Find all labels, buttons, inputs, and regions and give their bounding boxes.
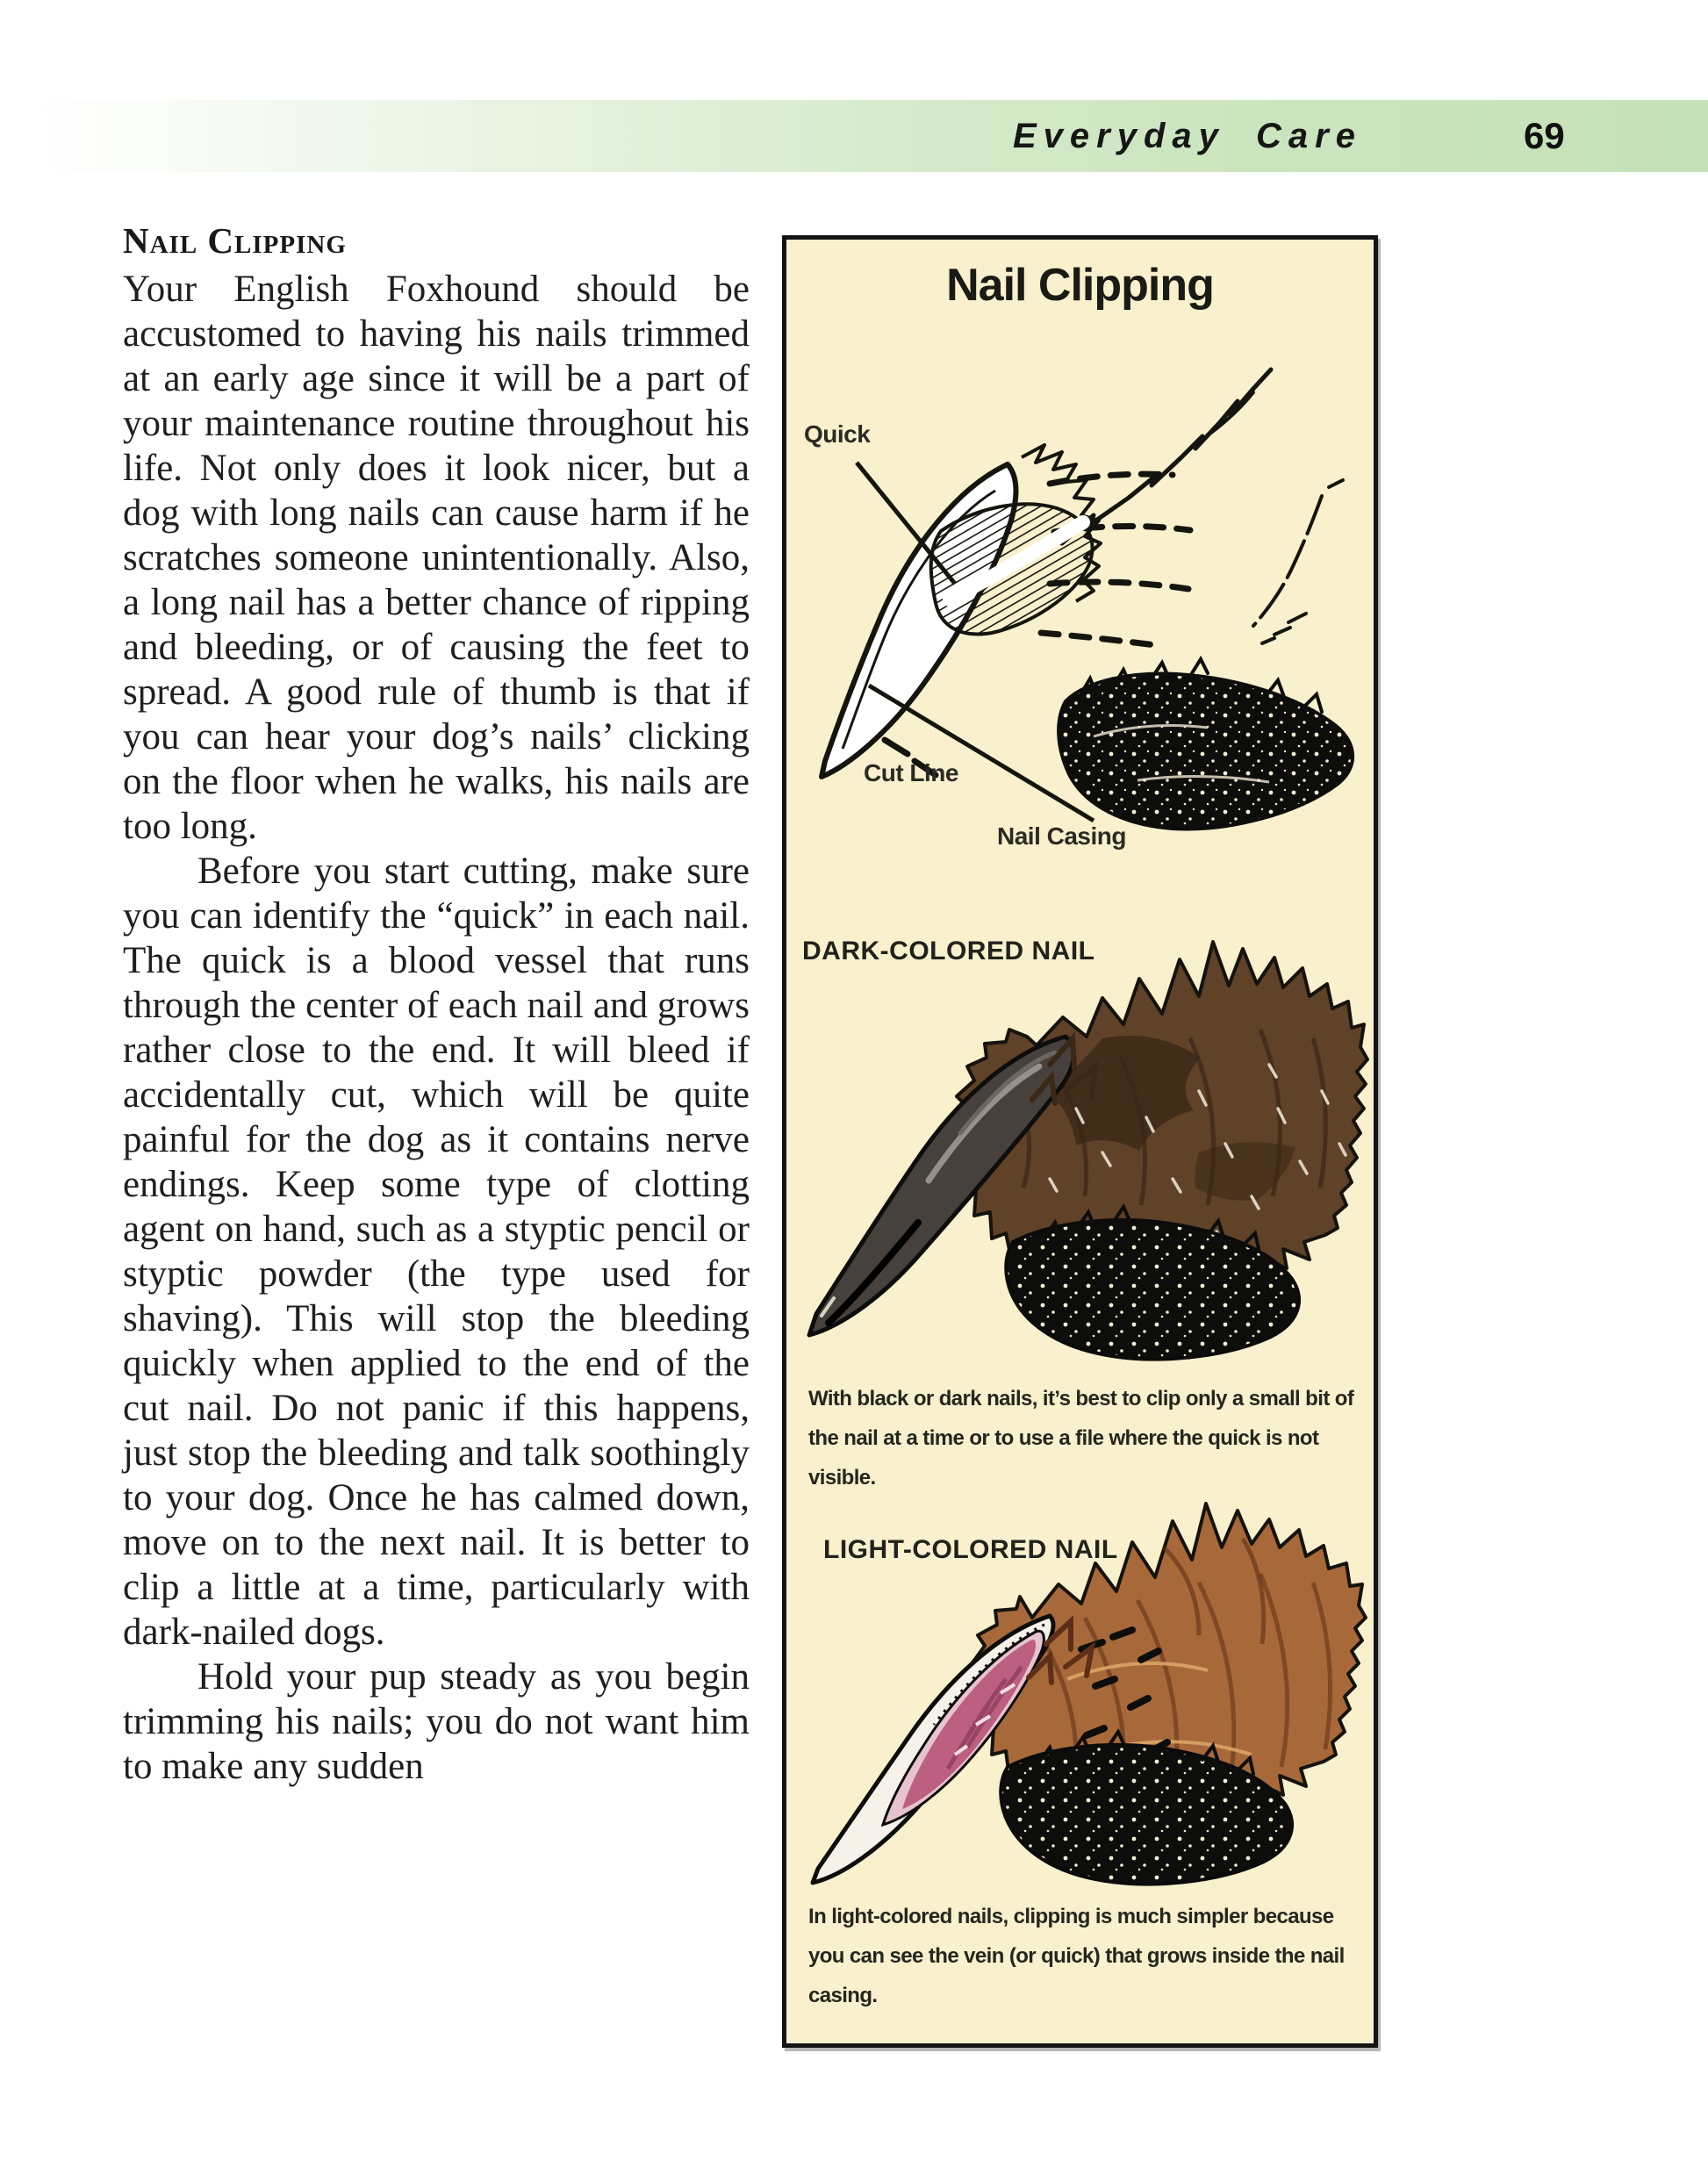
nail-clipping-sidebar [782, 235, 1378, 2048]
quick-label: Quick [804, 420, 871, 448]
light-nail-caption: In light-colored nails, clipping is much simpler because you can see the vein (or quick) that grows inside the nail casing. [808, 1905, 1345, 2007]
dark-nail-caption: With black or dark nails, it’s best to clip only a small bit of the nail at a time or to use a file where the quick is not visible. [808, 1387, 1354, 1490]
chapter-header-bar [32, 100, 1708, 172]
light-nail-figure [786, 1486, 1374, 1890]
article-heading: Nail Clipping [123, 220, 347, 261]
article-column [123, 219, 750, 1789]
page-number: 69 [1524, 115, 1565, 156]
dark-nail-figure [786, 933, 1374, 1372]
light-nail-heading: LIGHT-COLORED NAIL [823, 1535, 1118, 1564]
article-paragraph: Your English Foxhound should be accustomed to having his nails trimmed at an early age since it will be a part of your maintenance routine throughout his life. Not only does it look nicer, but a dog with long nails can cause harm if he scratches someone unintentionally. Also, a long nail has a better chance of ripping and bleeding, or of causing the feet to spread. A good rule of thumb is that if you can hear your dog’s nails’ clicking on the floor when he walks, his nails are too long. [123, 269, 750, 847]
nail-casing-label: Nail Casing [997, 822, 1126, 850]
article-paragraph: Hold your pup steady as you begin trimming his nails; you do not want him to make any sudden [123, 1656, 750, 1787]
dark-nail-heading: DARK-COLORED NAIL [802, 937, 1095, 966]
dark-nail-illustration [786, 933, 1374, 1372]
chapter-title: Everyday Care [1013, 116, 1362, 155]
nail-anatomy-figure [786, 324, 1374, 933]
sidebar-title: Nail Clipping [946, 260, 1214, 311]
cut-line-label: Cut Line [864, 759, 958, 786]
article-paragraph: Before you start cutting, make sure you can identify the “quick” in each nail. The quick is a blood vessel that runs through the center of each nail and grows rather close to the end. It will bleed if accidentally cut, which will be quite painful for the dog as it contains nerve endings. Keep some type of clotting agent on hand, such as a styptic pencil or styptic powder (the type used for shaving). This will stop the bleeding quickly when applied to the end of the cut nail. Do not panic if this happens, just stop the bleeding and talk soothingly to your dog. Once he has calmed down, move on to the next nail. It is better to clip a little at a time, particularly with dark-nailed dogs. [123, 851, 750, 1653]
